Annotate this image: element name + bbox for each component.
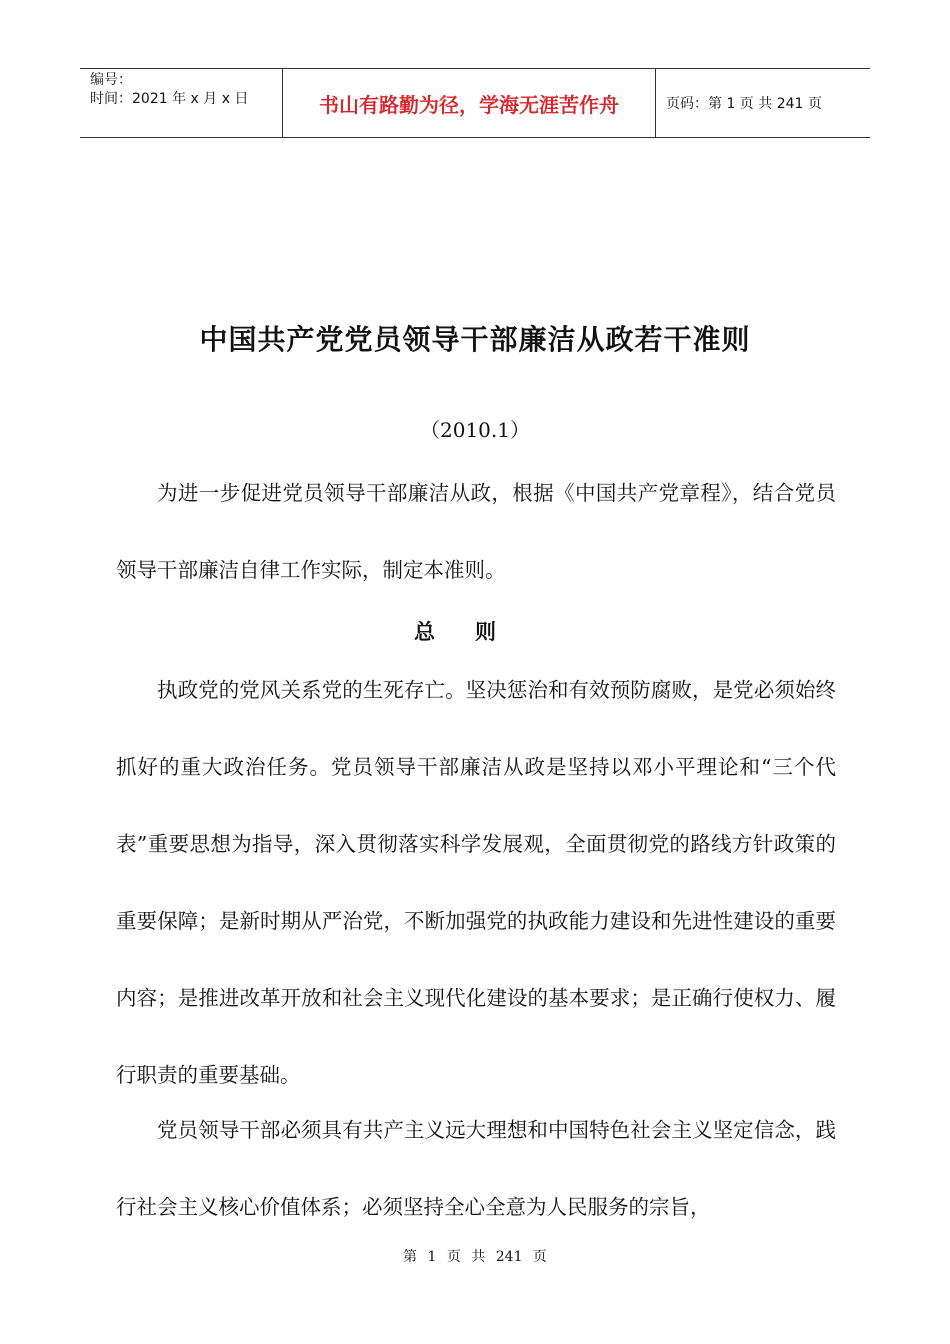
paragraph-general-1: 执政党的党风关系党的生死存亡。坚决惩治和有效预防腐败，是党必须始终抓好的重大政治任务。党员领导干部廉洁从政是坚持以邓小平理论和“三个代表”重要思想为指导，深入贯彻落实科学发展观，全面贯彻党的路线方针政策的重要保障；是新时期从严治党，不断加强党的执政能力建设和先进性建设的重要内容；是推进改革开放和社会主义现代化建设的基本要求；是正确行使权力、履行职责的重要基础。 [116,678,836,1087]
document-date: （2010.1） [420,418,530,442]
paragraph-intro: 为进一步促进党员领导干部廉洁从政，根据《中国共产党章程》，结合党员领导干部廉洁自律工作实际，制定本准则。 [116,481,836,582]
paragraph-general-2: 党员领导干部必须具有共产主义远大理想和中国特色社会主义坚定信念，践行社会主义核心价值体系；必须坚持全心全意为人民服务的宗旨， [116,1118,836,1219]
document-header [80,68,870,138]
section-heading: 总则 [414,620,536,644]
header-page-info: 页码：第 1 页 共 241 页 [666,96,822,112]
document-title: 中国共产党党员领导干部廉洁从政若干准则 [199,323,751,356]
header-meta [80,69,282,137]
header-motto: 书山有路勤为径，学海无涯苦作舟 [282,69,656,137]
time-label: 时间：2021 年 x 月 x 日 [90,91,249,107]
number-label: 编号： [90,72,132,88]
page-footer: 第 1 页 共 241 页 [403,1249,547,1265]
